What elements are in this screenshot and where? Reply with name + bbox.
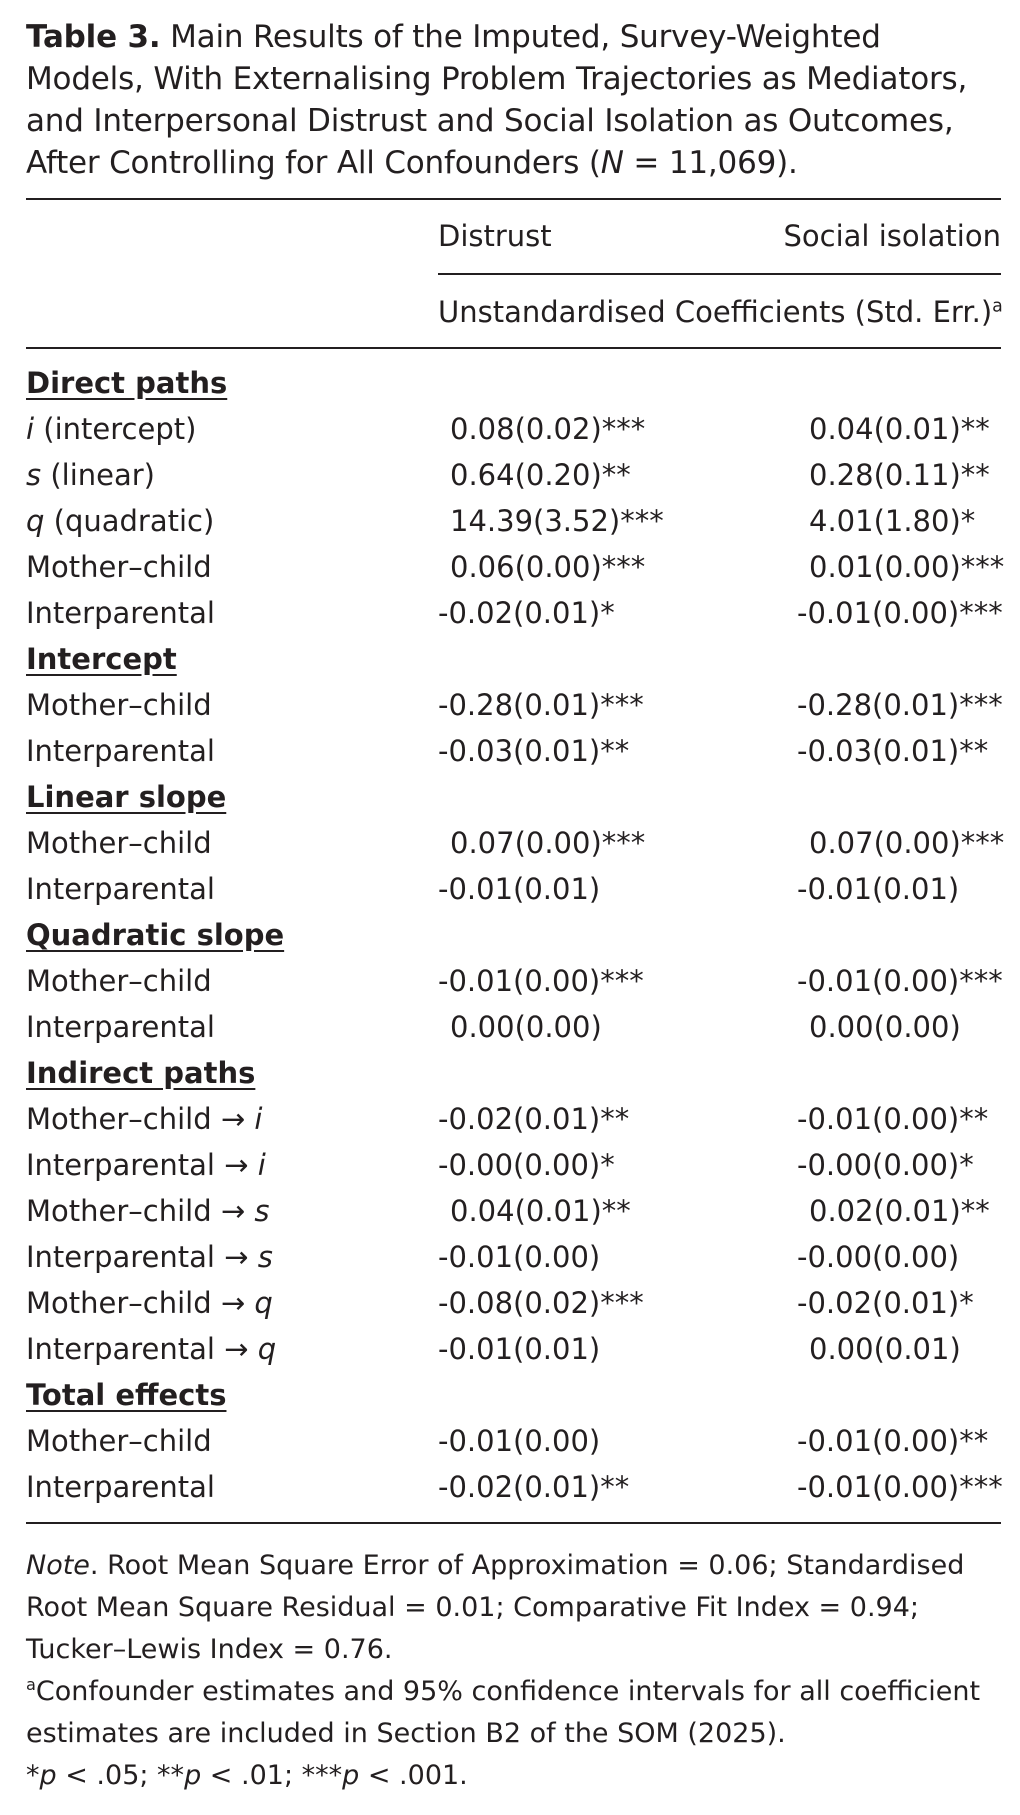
note-label: Note	[26, 1550, 90, 1581]
table-row	[0, 1418, 1020, 1464]
row-label-text: Mother–child	[26, 964, 212, 998]
row-label-symbol: s	[26, 458, 42, 492]
row-label	[26, 728, 215, 774]
row-label-text: Mother–child	[26, 1424, 212, 1458]
row-label-text: (intercept)	[34, 412, 197, 446]
cell-distrust: -0.01(0.00)	[438, 1240, 601, 1274]
row-label	[26, 590, 215, 636]
significance-note	[26, 1755, 1006, 1797]
row-label	[26, 1096, 262, 1142]
row-label-text: Mother–child →	[26, 1286, 255, 1320]
cell-social-isolation: 0.01(0.00)***	[809, 550, 1005, 584]
cell-distrust: -0.01(0.00)	[438, 1424, 601, 1458]
section-heading-text: Intercept	[26, 642, 177, 676]
row-label-symbol: s	[257, 1240, 273, 1274]
row-label	[26, 1280, 273, 1326]
table-row	[0, 958, 1020, 1004]
table-row	[0, 1004, 1020, 1050]
row-label	[26, 498, 214, 544]
section-row	[0, 360, 1020, 406]
sig-threshold-001: < .001.	[359, 1760, 468, 1791]
cell-social-isolation: -0.00(0.00)*	[797, 1148, 974, 1182]
bottom-rule	[26, 1522, 1001, 1524]
section-row	[0, 912, 1020, 958]
row-label-text: Mother–child →	[26, 1194, 255, 1228]
section-heading-text: Total effects	[26, 1378, 227, 1412]
section-heading	[26, 1372, 226, 1418]
subheader-footnote-mark: a	[992, 296, 1003, 317]
note-text: . Root Mean Square Error of Approximation = 0.06; Standardised Root Mean Square Residual = 0.01; Comparative Fit Index = 0.94; Tucker–Lewis Index = 0.76.	[26, 1550, 965, 1665]
row-label-text: Interparental	[26, 1010, 215, 1044]
p-symbol: p	[39, 1760, 57, 1791]
cell-distrust: -0.02(0.01)**	[438, 1470, 630, 1504]
row-label-symbol: i	[257, 1148, 266, 1182]
row-label-symbol: s	[254, 1194, 270, 1228]
table-row	[0, 498, 1020, 544]
row-label	[26, 1142, 266, 1188]
cell-distrust: -0.02(0.01)**	[438, 1102, 630, 1136]
row-label	[26, 406, 196, 452]
cell-social-isolation: -0.01(0.00)**	[797, 1424, 989, 1458]
row-label-text: Interparental	[26, 734, 215, 768]
sig-threshold-01: < .01	[201, 1760, 284, 1791]
sig-star-2: ; **	[139, 1760, 185, 1791]
caption-n-symbol: N	[600, 145, 624, 181]
row-label	[26, 1188, 269, 1234]
table-row	[0, 1326, 1020, 1372]
row-label-text: Mother–child	[26, 550, 212, 584]
header-rule	[438, 273, 1001, 275]
cell-social-isolation: 0.07(0.00)***	[809, 826, 1005, 860]
row-label-text: Interparental	[26, 1470, 215, 1504]
cell-social-isolation: -0.03(0.01)**	[797, 734, 989, 768]
row-label-symbol: q	[254, 1286, 273, 1320]
cell-social-isolation: 0.28(0.11)**	[809, 458, 990, 492]
cell-social-isolation: -0.01(0.00)***	[797, 596, 1003, 630]
cell-social-isolation: -0.01(0.00)***	[797, 964, 1003, 998]
table-caption	[26, 16, 1001, 184]
row-label	[26, 820, 212, 866]
section-row	[0, 774, 1020, 820]
header-distrust: Distrust	[438, 219, 552, 253]
row-label-text: Interparental	[26, 596, 215, 630]
cell-social-isolation: 4.01(1.80)*	[809, 504, 976, 538]
cell-social-isolation: -0.01(0.00)***	[797, 1470, 1003, 1504]
subheader-coefficients	[438, 294, 1003, 330]
row-label-text: Mother–child	[26, 826, 212, 860]
cell-distrust: 0.07(0.00)***	[450, 826, 646, 860]
row-label	[26, 1418, 212, 1464]
caption-text: Main Results of the Imputed, Survey-Weighted Models, With Externalising Problem Trajectories as Mediators, and Interpersonal Distrust and Social Isolation as Outcomes, After Controlling for All Confounders (	[26, 19, 968, 181]
cell-distrust: -0.00(0.00)*	[438, 1148, 615, 1182]
row-label	[26, 1326, 276, 1372]
cell-distrust: -0.08(0.02)***	[438, 1286, 644, 1320]
cell-distrust: 0.08(0.02)***	[450, 412, 646, 446]
table-row	[0, 1142, 1020, 1188]
table-row	[0, 1464, 1020, 1510]
top-rule	[26, 198, 1001, 200]
row-label-symbol: q	[26, 504, 45, 538]
row-label	[26, 1234, 273, 1280]
sig-threshold-05: < .05	[56, 1760, 140, 1791]
cell-social-isolation: -0.01(0.01)	[797, 872, 960, 906]
footnote-a-mark: a	[26, 1675, 36, 1694]
table-row	[0, 866, 1020, 912]
p-symbol: p	[342, 1760, 360, 1791]
section-heading	[26, 1050, 255, 1096]
table-row	[0, 1280, 1020, 1326]
row-label-symbol: i	[254, 1102, 263, 1136]
footnote-a-text: Confounder estimates and 95% confidence intervals for all coefficient estimates are included in Section B2 of the SOM (2025).	[26, 1676, 981, 1749]
section-heading	[26, 360, 227, 406]
row-label-text: Interparental →	[26, 1240, 258, 1274]
row-label-text: Interparental	[26, 872, 215, 906]
cell-distrust: 0.00(0.00)	[450, 1010, 602, 1044]
row-label-text: Mother–child	[26, 688, 212, 722]
cell-social-isolation: 0.00(0.00)	[809, 1010, 961, 1044]
cell-distrust: -0.03(0.01)**	[438, 734, 630, 768]
table-row	[0, 1188, 1020, 1234]
cell-social-isolation: 0.00(0.01)	[809, 1332, 961, 1366]
section-heading-text: Indirect paths	[26, 1056, 256, 1090]
table-row	[0, 820, 1020, 866]
row-label-symbol: q	[257, 1332, 277, 1366]
header-social-isolation: Social isolation	[783, 219, 1001, 253]
subheader-text: Unstandardised Coefficients (Std. Err.)	[438, 295, 993, 329]
table-row	[0, 682, 1020, 728]
cell-distrust: -0.28(0.01)***	[438, 688, 644, 722]
section-heading	[26, 636, 177, 682]
section-row	[0, 1050, 1020, 1096]
row-label	[26, 452, 155, 498]
cell-distrust: -0.01(0.00)***	[438, 964, 644, 998]
subheader-rule	[26, 347, 1001, 349]
row-label	[26, 1464, 215, 1510]
row-label-text: Interparental →	[26, 1332, 258, 1366]
p-symbol: p	[184, 1760, 202, 1791]
table-row	[0, 406, 1020, 452]
section-row	[0, 1372, 1020, 1418]
cell-distrust: 0.64(0.20)**	[450, 458, 631, 492]
caption-n-value: = 11,069).	[623, 145, 798, 181]
row-label-symbol: i	[26, 412, 35, 446]
cell-distrust: -0.02(0.01)*	[438, 596, 615, 630]
cell-distrust: 0.06(0.00)***	[450, 550, 646, 584]
row-label-text: (linear)	[41, 458, 155, 492]
row-label-text: (quadratic)	[44, 504, 215, 538]
cell-social-isolation: 0.02(0.01)**	[809, 1194, 990, 1228]
row-label	[26, 544, 212, 590]
sig-star-3: ; ***	[283, 1760, 343, 1791]
section-row	[0, 636, 1020, 682]
section-heading-text: Linear slope	[26, 780, 227, 814]
table-row	[0, 590, 1020, 636]
table-note	[26, 1545, 1006, 1671]
table-row	[0, 1096, 1020, 1142]
row-label	[26, 866, 215, 912]
section-heading	[26, 774, 226, 820]
section-heading-text: Quadratic slope	[26, 918, 285, 952]
row-label	[26, 682, 212, 728]
cell-distrust: -0.01(0.01)	[438, 1332, 601, 1366]
cell-distrust: -0.01(0.01)	[438, 872, 601, 906]
table-row	[0, 452, 1020, 498]
footnote-a	[26, 1671, 1006, 1755]
row-label-text: Mother–child →	[26, 1102, 255, 1136]
cell-social-isolation: -0.00(0.00)	[797, 1240, 960, 1274]
cell-distrust: 0.04(0.01)**	[450, 1194, 631, 1228]
table-row	[0, 1234, 1020, 1280]
cell-distrust: 14.39(3.52)***	[450, 504, 664, 538]
table-label: Table 3.	[26, 19, 161, 55]
section-heading	[26, 912, 284, 958]
row-label	[26, 958, 212, 1004]
sig-star-1: *	[26, 1760, 40, 1791]
cell-social-isolation: 0.04(0.01)**	[809, 412, 990, 446]
table-row	[0, 544, 1020, 590]
cell-social-isolation: -0.28(0.01)***	[797, 688, 1003, 722]
cell-social-isolation: -0.01(0.00)**	[797, 1102, 989, 1136]
row-label	[26, 1004, 215, 1050]
table-row	[0, 728, 1020, 774]
row-label-text: Interparental →	[26, 1148, 258, 1182]
cell-social-isolation: -0.02(0.01)*	[797, 1286, 974, 1320]
section-heading-text: Direct paths	[26, 366, 228, 400]
